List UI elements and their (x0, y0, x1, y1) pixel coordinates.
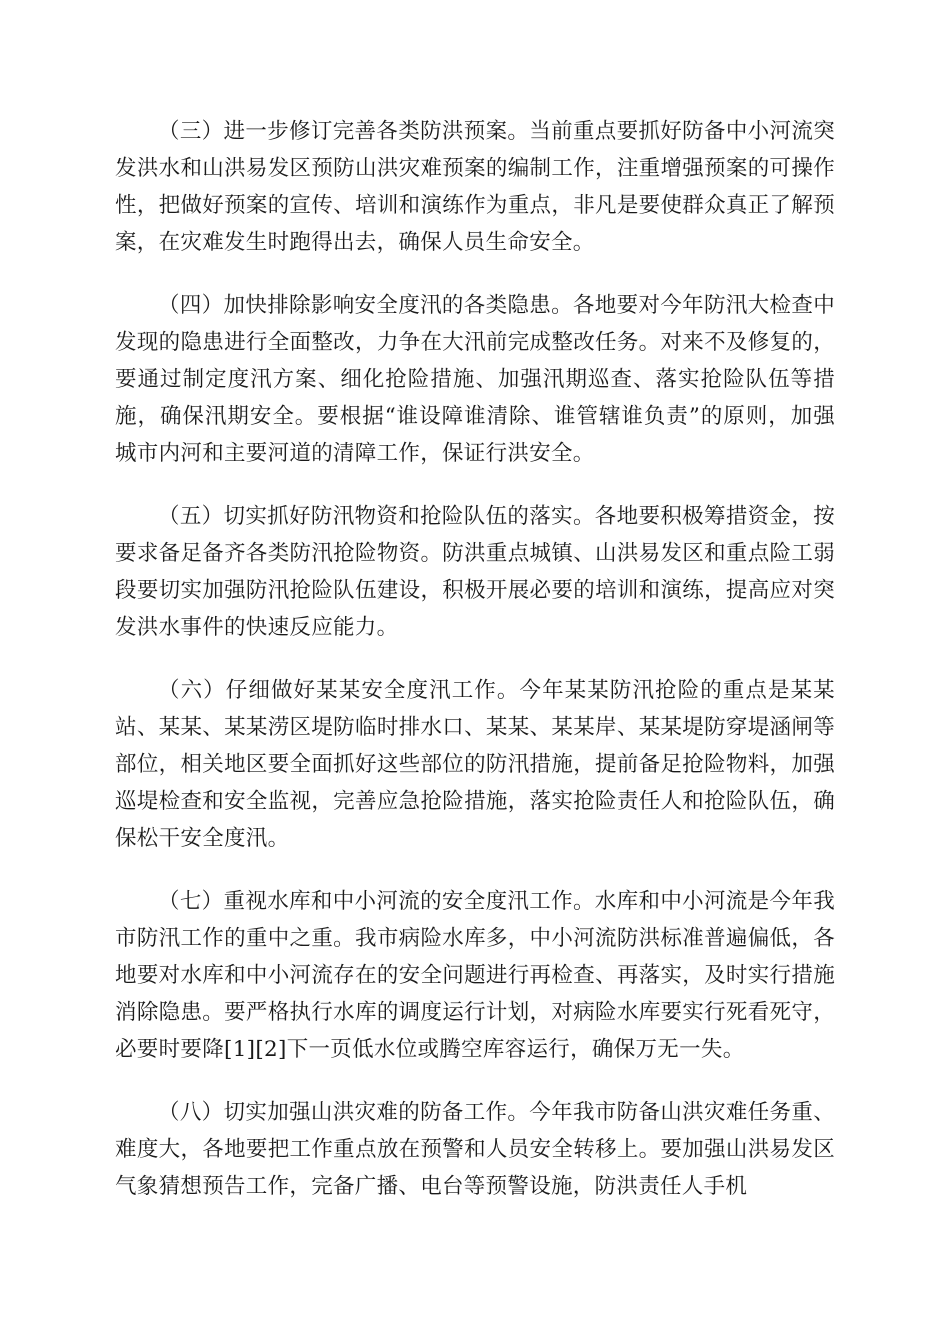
paragraph-4: （四）加快排除影响安全度汛的各类隐患。各地要对今年防汛大检查中发现的隐患进行全面整改，力争在大汛前完成整改任务。对来不及修复的，要通过制定度汛方案、细化抢险措施、加强汛期巡查、落实抢险队伍等措施，确保汛期安全。要根据“谁设障谁清除、谁管辖谁负责”的原则，加强城市内河和主要河道的清障工作，保证行洪安全。 (115, 293, 835, 466)
paragraph-7: （七）重视水库和中小河流的安全度汛工作。水库和中小河流是今年我市防汛工作的重中之重。我市病险水库多，中小河流防洪标准普遍偏低，各地要对水库和中小河流存在的安全问题进行再检查、再落实，及时实行措施消除隐患。要严格执行水库的调度运行计划，对病险水库要实行死看死守，必要时要降[1][2]下一页低水位或腾空库容运行，确保万无一失。 (115, 889, 835, 1062)
paragraph-8: （八）切实加强山洪灾难的防备工作。今年我市防备山洪灾难任务重、难度大，各地要把工作重点放在预警和人员安全转移上。要加强山洪易发区气象猜想预告工作，完备广播、电台等预警设施，防洪责任人手机 (115, 1100, 835, 1199)
paragraph-6: （六）仔细做好某某安全度汛工作。今年某某防汛抢险的重点是某某站、某某、某某涝区堤防临时排水口、某某、某某岸、某某堤防穿堤涵闸等部位，相关地区要全面抓好这些部位的防汛措施，提前备足抢险物料，加强巡堤检查和安全监视，完善应急抢险措施，落实抢险责任人和抢险队伍，确保松干安全度汛。 (115, 678, 835, 851)
paragraph-5: （五）切实抓好防汛物资和抢险队伍的落实。各地要积极筹措资金，按要求备足备齐各类防汛抢险物资。防洪重点城镇、山洪易发区和重点险工弱段要切实加强防汛抢险队伍建设，积极开展必要的培训和演练，提高应对突发洪水事件的快速反应能力。 (115, 504, 835, 640)
document-body (115, 113, 835, 1231)
paragraph-3: （三）进一步修订完善各类防洪预案。当前重点要抓好防备中小河流突发洪水和山洪易发区预防山洪灾难预案的编制工作，注重增强预案的可操作性，把做好预案的宣传、培训和演练作为重点，非凡是要使群众真正了解预案，在灾难发生时跑得出去，确保人员生命安全。 (115, 119, 835, 255)
